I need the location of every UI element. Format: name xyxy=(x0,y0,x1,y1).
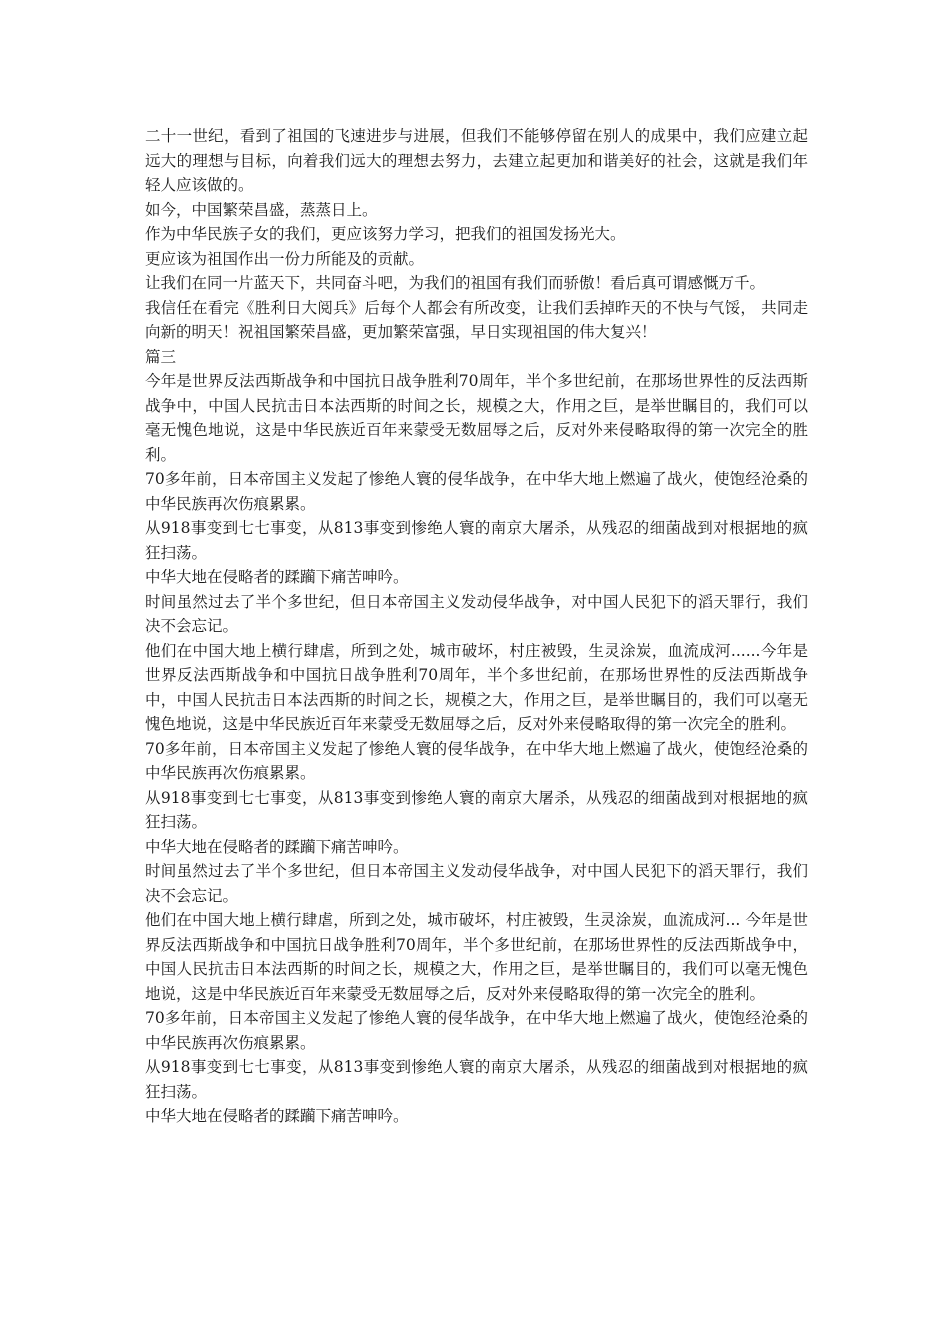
document-body xyxy=(145,124,808,1129)
paragraph: 他们在中国大地上横行肆虐，所到之处，城市破坏，村庄被毁，生灵涂炭，血流成河......今年是世界反法西斯战争和中国抗日战争胜利70周年，半个多世纪前，在那场世界性的反法西斯战争中，中国人民抗击日本法西斯的时间之长，规模之大，作用之巨，是举世瞩目的，我们可以毫无愧色地说，这是中华民族近百年来蒙受无数屈辱之后，反对外来侵略取得的第一次完全的胜利。 xyxy=(145,641,808,733)
paragraph: 70多年前，日本帝国主义发起了惨绝人寰的侵华战争，在中华大地上燃遍了战火，使饱经沧桑的中华民族再次伤痕累累。 xyxy=(145,1009,808,1052)
paragraph: 70多年前，日本帝国主义发起了惨绝人寰的侵华战争，在中华大地上燃遍了战火，使饱经沧桑的中华民族再次伤痕累累。 xyxy=(145,470,808,513)
paragraph: 作为中华民族子女的我们，更应该努力学习，把我们的祖国发扬光大。 xyxy=(145,225,626,243)
paragraph: 从918事变到七七事变，从813事变到惨绝人寰的南京大屠杀，从残忍的细菌战到对根据地的疯狂扫荡。 xyxy=(145,1058,808,1101)
paragraph: 时间虽然过去了半个多世纪，但日本帝国主义发动侵华战争，对中国人民犯下的滔天罪行，我们决不会忘记。 xyxy=(145,592,808,635)
paragraph: 让我们在同一片蓝天下，共同奋斗吧，为我们的祖国有我们而骄傲！看后真可谓感慨万千。 xyxy=(145,274,766,292)
paragraph: 中华大地在侵略者的蹂躏下痛苦呻吟。 xyxy=(145,1107,409,1125)
paragraph: 中华大地在侵略者的蹂躏下痛苦呻吟。 xyxy=(145,568,409,586)
paragraph: 如今，中国繁荣昌盛，蒸蒸日上。 xyxy=(145,200,378,219)
paragraph: 从918事变到七七事变，从813事变到惨绝人寰的南京大屠杀，从残忍的细菌战到对根据地的疯狂扫荡。 xyxy=(145,519,808,562)
paragraph: 更应该为祖国作出一份力所能及的贡献。 xyxy=(145,249,425,268)
paragraph: 时间虽然过去了半个多世纪，但日本帝国主义发动侵华战争，对中国人民犯下的滔天罪行，我们决不会忘记。 xyxy=(145,862,808,905)
paragraph: 今年是世界反法西斯战争和中国抗日战争胜利70周年，半个多世纪前，在那场世界性的反法西斯战争中，中国人民抗击日本法西斯的时间之长，规模之大，作用之巨，是举世瞩目的，我们可以毫无愧色地说，这是中华民族近百年来蒙受无数屈辱之后，反对外来侵略取得的第一次完全的胜利。 xyxy=(145,372,808,464)
paragraph: 我信任在看完《胜利日大阅兵》后每个人都会有所改变，让我们丢掉昨天的不快与气馁， 共同走向新的明天！祝祖国繁荣昌盛，更加繁荣富强，早日实现祖国的伟大复兴！ xyxy=(145,298,808,341)
section-heading: 篇三 xyxy=(145,347,177,366)
paragraph: 从918事变到七七事变，从813事变到惨绝人寰的南京大屠杀，从残忍的细菌战到对根据地的疯狂扫荡。 xyxy=(145,788,808,831)
paragraph: 他们在中国大地上横行肆虐，所到之处，城市破坏，村庄被毁，生灵涂炭，血流成河... 今年是世界反法西斯战争和中国抗日战争胜利70周年，半个多世纪前，在那场世界性的反法西斯战争中，中国人民抗击日本法西斯的时间之长，规模之大，作用之巨，是举世瞩目的，我们可以毫无愧色地说，这是中华民族近百年来蒙受无数屈辱之后，反对外来侵略取得的第一次完全的胜利。 xyxy=(145,911,808,1003)
paragraph: 二十一世纪，看到了祖国的飞速进步与进展，但我们不能够停留在别人的成果中，我们应建立起远大的理想与目标，向着我们远大的理想去努力，去建立起更加和谐美好的社会，这就是我们年轻人应该做的。 xyxy=(145,127,808,194)
paragraph: 中华大地在侵略者的蹂躏下痛苦呻吟。 xyxy=(145,837,409,856)
paragraph: 70多年前，日本帝国主义发起了惨绝人寰的侵华战争，在中华大地上燃遍了战火，使饱经沧桑的中华民族再次伤痕累累。 xyxy=(145,739,808,782)
